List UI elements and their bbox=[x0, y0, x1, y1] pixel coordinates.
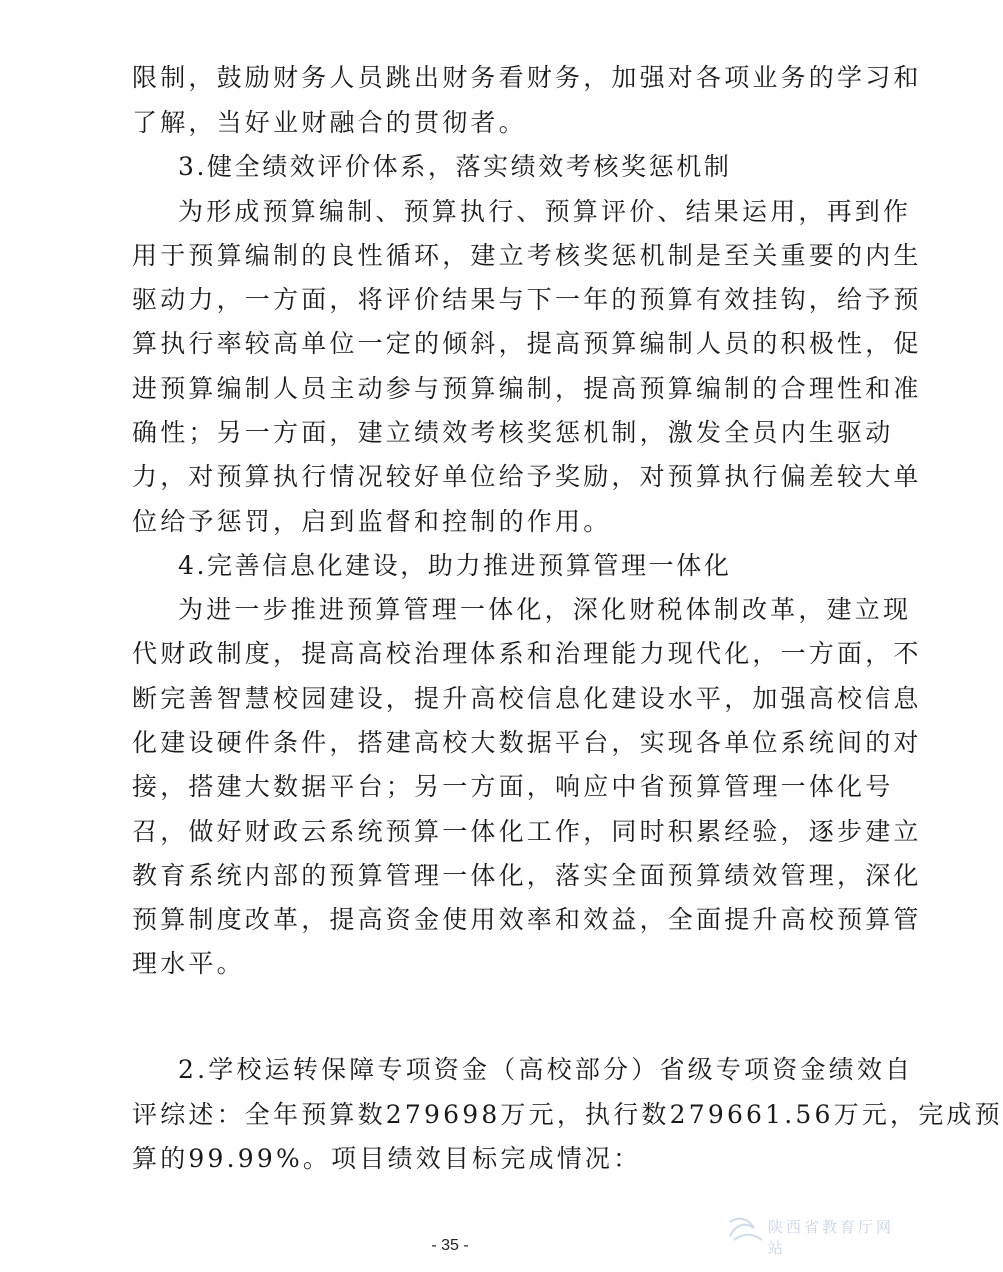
body-line: 进预算编制人员主动参与预算编制，提高预算编制的合理性和准 bbox=[132, 374, 922, 403]
body-line: 化建设硬件条件，搭建高校大数据平台，实现各单位系统间的对 bbox=[132, 728, 922, 757]
body-line: 确性；另一方面，建立绩效考核奖惩机制，激发全员内生驱动 bbox=[132, 418, 894, 447]
body-line: 2.学校运转保障专项资金（高校部分）省级专项资金绩效自 bbox=[178, 1055, 914, 1084]
body-line: 力，对预算执行情况较好单位给予奖励，对预算执行偏差较大单 bbox=[132, 462, 922, 491]
section-heading: 4.完善信息化建设，助力推进预算管理一体化 bbox=[178, 551, 732, 580]
body-line: 理水平。 bbox=[132, 949, 245, 978]
body-line: 为形成预算编制、预算执行、预算评价、结果运用，再到作 bbox=[178, 197, 912, 226]
body-line: 预算制度改革，提高资金使用效率和效益，全面提升高校预算管 bbox=[132, 905, 922, 934]
body-line: 了解，当好业财融合的贯彻者。 bbox=[132, 108, 527, 137]
body-line: 接，搭建大数据平台；另一方面，响应中省预算管理一体化号 bbox=[132, 772, 894, 801]
page-number: - 35 - bbox=[431, 1237, 469, 1254]
body-line: 限制，鼓励财务人员跳出财务看财务，加强对各项业务的学习和 bbox=[132, 63, 922, 92]
body-line: 用于预算编制的良性循环，建立考核奖惩机制是至关重要的内生 bbox=[132, 241, 922, 270]
body-line: 位给予惩罚，启到监督和控制的作用。 bbox=[132, 507, 612, 536]
watermark-text: 陕西省教育厅网站 bbox=[768, 1218, 895, 1257]
body-line: 教育系统内部的预算管理一体化，落实全面预算绩效管理，深化 bbox=[132, 861, 922, 890]
body-line: 代财政制度，提高高校治理体系和治理能力现代化，一方面，不 bbox=[132, 639, 922, 668]
body-line: 算执行率较高单位一定的倾斜，提高预算编制人员的积极性，促 bbox=[132, 329, 922, 358]
body-line: 召，做好财政云系统预算一体化工作，同时积累经验，逐步建立 bbox=[132, 817, 922, 846]
body-line: 断完善智慧校园建设，提升高校信息化建设水平，加强高校信息 bbox=[132, 684, 922, 713]
body-line: 为进一步推进预算管理一体化，深化财税体制改革，建立现 bbox=[178, 595, 912, 624]
body-line: 评综述：全年预算数279698万元，执行数279661.56万元，完成预 bbox=[132, 1100, 1003, 1129]
body-line: 驱动力，一方面，将评价结果与下一年的预算有效挂钩，给予预 bbox=[132, 285, 922, 314]
section-heading: 3.健全绩效评价体系，落实绩效考核奖惩机制 bbox=[178, 152, 732, 181]
body-line: 算的99.99%。项目绩效目标完成情况： bbox=[132, 1144, 642, 1173]
